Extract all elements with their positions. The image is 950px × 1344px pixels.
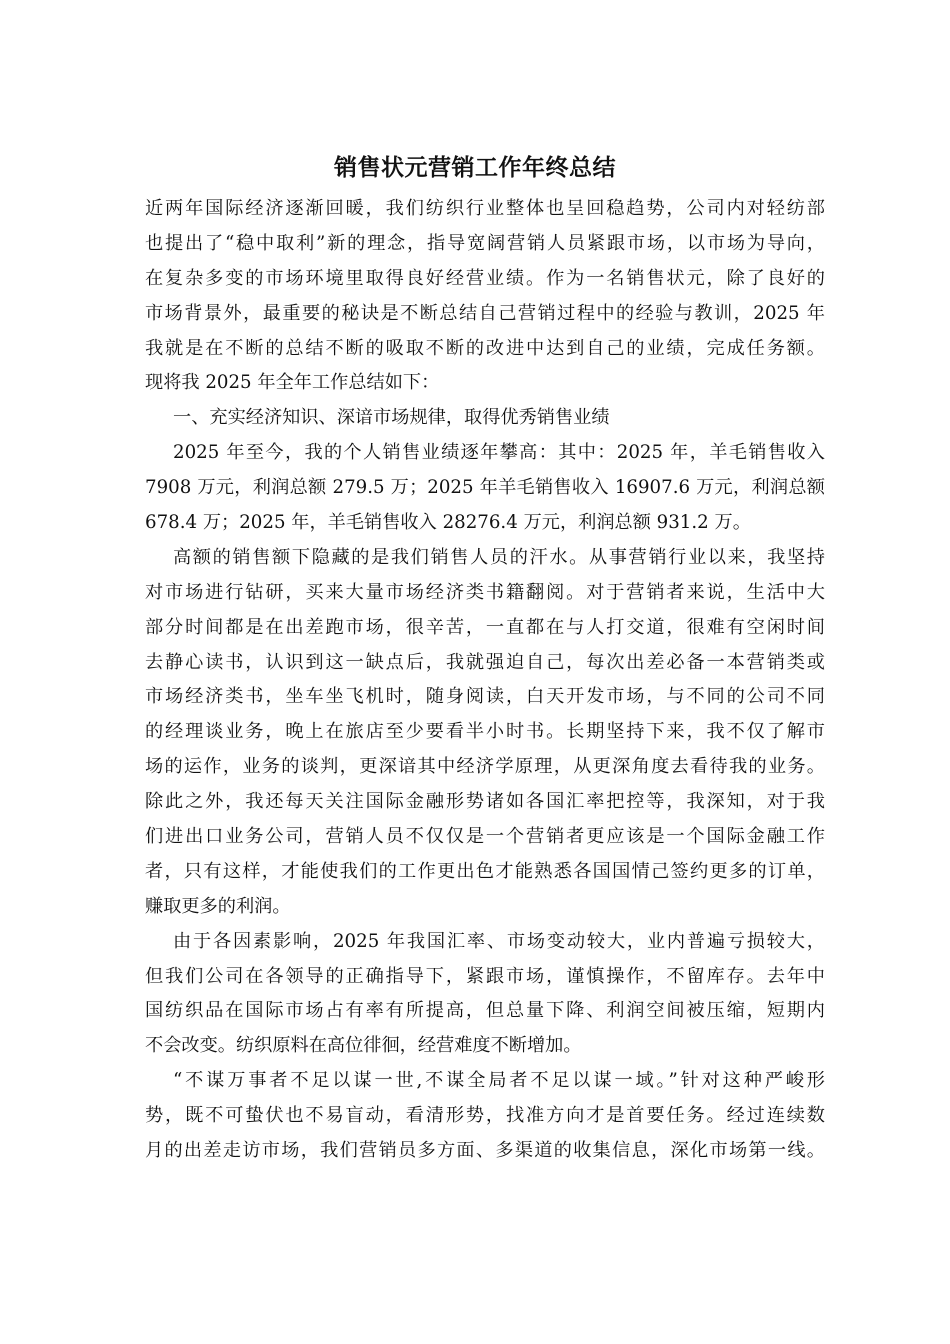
text-line: 7908 万元，利润总额 279.5 万；2025 年羊毛销售收入 16907.6 万元，利润总额 [145,477,825,499]
text-line: 月的出差走访市场，我们营销员多方面、多渠道的收集信息，深化市场第一线。 [145,1140,825,1162]
text-line: 但我们公司在各领导的正确指导下，紧跟市场，谨慎操作，不留库存。去年中 [145,965,825,987]
text-line: 的经理谈业务，晚上在旅店至少要看半小时书。长期坚持下来，我不仅了解市 [145,721,825,743]
text-line: 们进出口业务公司，营销人员不仅仅是一个营销者更应该是一个国际金融工作 [145,826,825,848]
text-line: 市场经济类书，坐车坐飞机时，随身阅读，白天开发市场，与不同的公司不同 [145,686,825,708]
text-line: 者，只有这样，才能使我们的工作更出色才能熟悉各国国情己签约更多的订单， [145,860,825,882]
text-line: 对市场进行钻研，买来大量市场经济类书籍翻阅。对于营销者来说，生活中大 [145,581,825,603]
text-line: 由于各因素影响，2025 年我国汇率、市场变动较大，业内普遍亏损较大， [173,930,825,952]
text-line: 去静心读书，认识到这一缺点后，我就强迫自己，每次出差必备一本营销类或 [145,651,825,673]
text-line: 一、充实经济知识、深谙市场规律，取得优秀销售业绩 [173,407,610,429]
text-line: 赚取更多的利润。 [145,895,291,917]
text-line: 除此之外，我还每天关注国际金融形势诸如各国汇率把控等，我深知，对于我 [145,791,825,813]
text-line: 现将我 2025 年全年工作总结如下： [145,372,440,394]
document-body [145,192,825,1169]
text-line: 部分时间都是在出差跑市场，很辛苦，一直都在与人打交道，很难有空闲时间 [145,616,825,638]
text-line: 678.4 万；2025 年，羊毛销售收入 28276.4 万元，利润总额 931.2 万。 [145,512,751,534]
text-line: 我就是在不断的总结不断的吸取不断的改进中达到自己的业绩，完成任务额。 [145,337,825,359]
text-line: 也提出了“稳中取利”新的理念，指导宽阔营销人员紧跟市场，以市场为导向， [145,232,825,254]
text-line: 市场背景外，最重要的秘诀是不断总结自己营销过程中的经验与教训，2025 年 [145,302,825,324]
document-title: 销售状元营销工作年终总结 [334,155,616,181]
text-line: 国纺织品在国际市场占有率有所提高，但总量下降、利润空间被压缩，短期内 [145,1000,825,1022]
text-line: 不会改变。纺织原料在高位徘徊，经营难度不断增加。 [145,1035,582,1057]
text-line: 场的运作，业务的谈判，更深谙其中经济学原理，从更深角度去看待我的业务。 [145,756,825,778]
text-line: 高额的销售额下隐藏的是我们销售人员的汗水。从事营销行业以来，我坚持 [173,546,825,568]
text-line: 2025 年至今，我的个人销售业绩逐年攀高：其中：2025 年，羊毛销售收入 [173,442,825,464]
text-line: 近两年国际经济逐渐回暖，我们纺织行业整体也呈回稳趋势，公司内对轻纺部 [145,198,825,219]
text-line: 在复杂多变的市场环境里取得良好经营业绩。作为一名销售状元，除了良好的 [145,267,825,289]
text-line: “不谋万事者不足以谋一世,不谋全局者不足以谋一域。”针对这种严峻形 [173,1070,825,1092]
text-line: 势，既不可蛰伏也不易盲动，看清形势，找准方向才是首要任务。经过连续数 [145,1105,825,1127]
